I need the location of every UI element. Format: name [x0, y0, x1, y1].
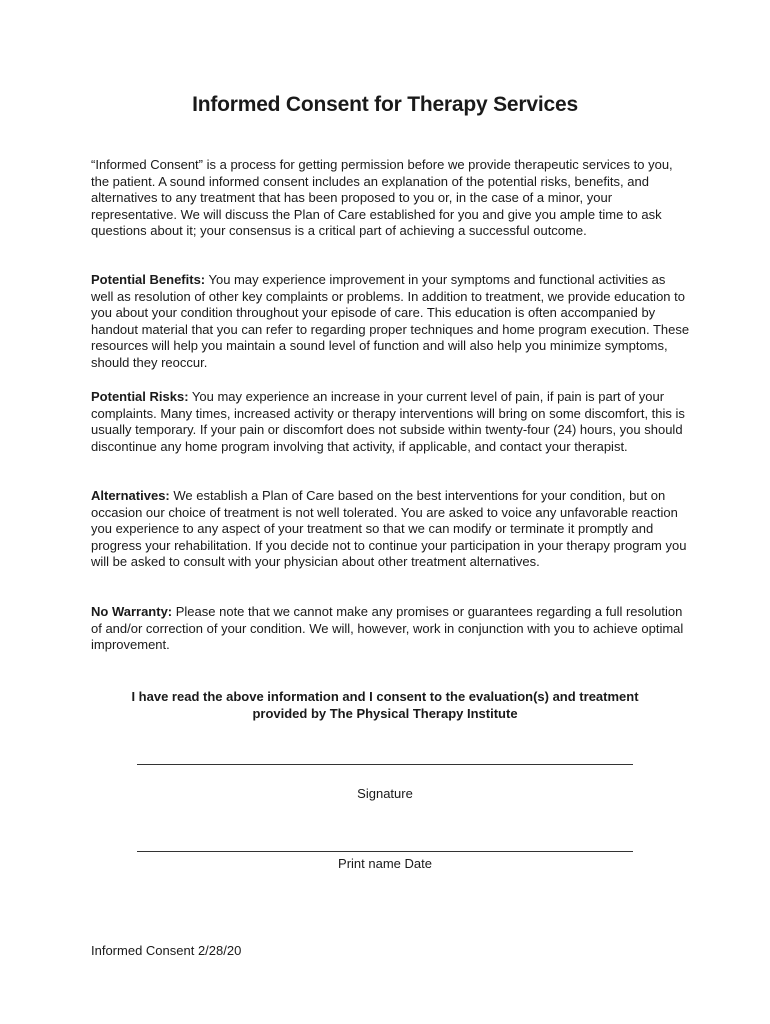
document-title: Informed Consent for Therapy Services [192, 93, 578, 116]
risks-heading: Potential Risks: [91, 389, 189, 404]
benefits-paragraph [91, 272, 691, 372]
consent-statement [0, 688, 770, 722]
warranty-paragraph [91, 604, 691, 654]
alternatives-text: We establish a Plan of Care based on the best interventions for your condition, but on occasion our choice of treatment is not well tolerated. You are asked to voice any unfavorable reaction you experience to any aspect of your treatment so that we can modify or terminate it promptly and progress your rehabilitation. If you decide not to continue your participation in your therapy program you will be asked to consult with your physician about other treatment alternatives. [91, 488, 687, 570]
risks-text: You may experience an increase in your current level of pain, if pain is part of your complaints. Many times, increased activity or therapy interventions will bring on some discomfort, this is usually temporary. If your pain or discomfort does not subside within twenty-four (24) hours, you should discontinue any home program involving that activity, if applicable, and contact your therapist. [91, 389, 685, 454]
print-name-date-line[interactable] [137, 851, 633, 852]
benefits-text: You may experience improvement in your symptoms and functional activities as well as resolution of other key complaints or problems. In addition to treatment, we provide education to you about your condition throughout your episode of care. This education is often accompanied by handout material that you can refer to regarding proper techniques and home program execution. These resources will help you maintain a sound level of function and will also help you minimize symptoms, should they reoccur. [91, 272, 690, 370]
warranty-heading: No Warranty: [91, 604, 173, 619]
warranty-text: Please note that we cannot make any promises or guarantees regarding a full resolution of and/or correction of your condition. We will, however, work in conjunction with you to achieve optimal improvement. [91, 604, 684, 653]
signature-line[interactable] [137, 764, 633, 765]
document-footer: Informed Consent 2/28/20 [91, 943, 242, 958]
intro-paragraph: “Informed Consent” is a process for getting permission before we provide therapeutic services to you, the patient. A sound informed consent includes an explanation of the potential risks, benefits, and alternatives to any treatment that has been proposed to you or, in the case of a minor, your representative. We will discuss the Plan of Care established for you and give you ample time to ask questions about it; your consensus is a critical part of achieving a successful outcome. [91, 157, 673, 239]
risks-paragraph [91, 389, 691, 455]
consent-line-2: provided by The Physical Therapy Institute [252, 706, 518, 721]
signature-label: Signature [357, 786, 413, 801]
alternatives-heading: Alternatives: [91, 488, 170, 503]
print-name-date-label: Print name Date [338, 856, 432, 871]
benefits-heading: Potential Benefits: [91, 272, 206, 287]
alternatives-paragraph [91, 488, 691, 571]
consent-line-1: I have read the above information and I consent to the evaluation(s) and treatment [131, 689, 639, 704]
